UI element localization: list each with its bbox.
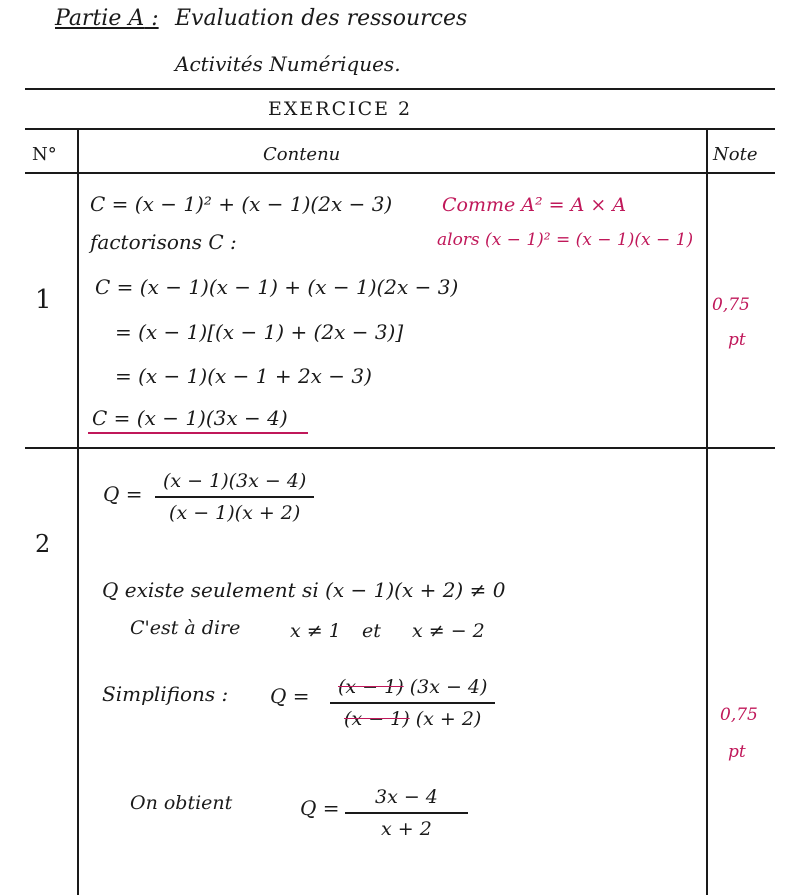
row2-simp-den-struck: (x − 1) — [344, 708, 410, 730]
row2-et: et — [362, 620, 381, 642]
row2-q-denominator: (x − 1)(x + 2) — [169, 502, 301, 524]
col-divider-left — [77, 128, 79, 895]
row2-cond1: x ≠ 1 — [290, 620, 341, 642]
row1-line5: = (x − 1)(x − 1 + 2x − 3) — [115, 364, 372, 388]
exercise-title: EXERCICE 2 — [268, 98, 413, 120]
row2-obtain-q: Q = — [300, 796, 340, 820]
header-number: N° — [32, 144, 57, 165]
row1-annotation1: Comme A² = A × A — [442, 194, 627, 216]
row2-q-numerator: (x − 1)(3x − 4) — [163, 470, 307, 492]
row2-obtain-fraction — [345, 786, 468, 840]
row1-result-underline — [88, 432, 308, 434]
row1-line3: C = (x − 1)(x − 1) + (x − 1)(2x − 3) — [95, 275, 459, 299]
row-separator — [25, 447, 775, 449]
row1-number: 1 — [35, 285, 52, 315]
row2-obtain-denominator: x + 2 — [381, 818, 432, 840]
row2-note-unit: pt — [728, 742, 746, 762]
row2-simp-num-rest: (3x − 4) — [409, 676, 488, 698]
row2-number: 2 — [35, 530, 51, 558]
row2-q-fraction — [155, 470, 314, 524]
table-top-border — [25, 88, 775, 90]
row2-obtain-numerator: 3x − 4 — [375, 786, 438, 808]
row2-exists: Q existe seulement si (x − 1)(x + 2) ≠ 0 — [102, 578, 506, 602]
row2-simp-label: Simplifions : — [102, 682, 229, 706]
subtitle: Activités Numériques. — [175, 52, 401, 76]
col-divider-right — [706, 128, 708, 895]
title-separator — [25, 128, 775, 130]
row2-simp-q: Q = — [270, 684, 310, 708]
header-content: Contenu — [263, 144, 341, 165]
row1-note-unit: pt — [728, 330, 746, 350]
row2-obtain-label: On obtient — [130, 792, 233, 814]
row2-simp-fraction — [330, 676, 495, 730]
row2-cond2: x ≠ − 2 — [412, 620, 485, 642]
row1-result: C = (x − 1)(3x − 4) — [92, 406, 288, 430]
header-note: Note — [713, 144, 758, 165]
row1-line2: factorisons C : — [90, 230, 237, 254]
part-label: Partie A : — [55, 6, 159, 31]
part-title: Evaluation des ressources — [175, 6, 468, 31]
row2-q-label: Q = — [103, 482, 143, 506]
row2-simp-num-struck: (x − 1) — [338, 676, 404, 698]
row2-simp-den-rest: (x + 2) — [415, 708, 482, 730]
row2-note-value: 0,75 — [720, 705, 758, 725]
row1-note-value: 0,75 — [712, 295, 750, 315]
row1-line4: = (x − 1)[(x − 1) + (2x − 3)] — [115, 320, 404, 344]
row2-cest: C'est à dire — [130, 617, 241, 639]
row1-annotation2: alors (x − 1)² = (x − 1)(x − 1) — [437, 230, 694, 250]
row1-line1: C = (x − 1)² + (x − 1)(2x − 3) — [90, 192, 393, 216]
header-separator — [25, 172, 775, 174]
